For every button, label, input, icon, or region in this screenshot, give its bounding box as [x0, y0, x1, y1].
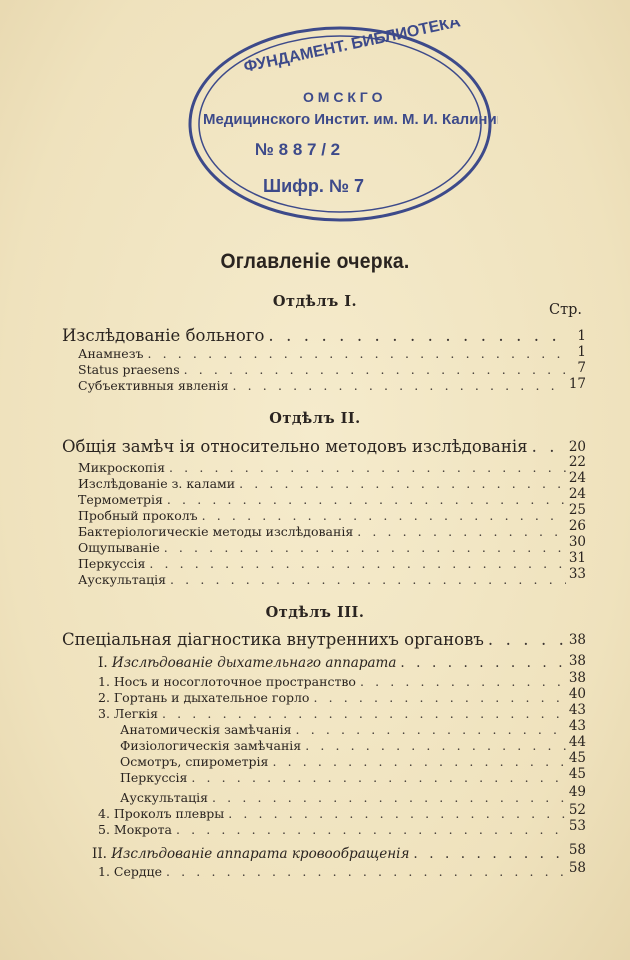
library-stamp [183, 20, 498, 228]
toc-page-number: 43 [568, 702, 586, 718]
toc-entry: Перкуссія . . . [120, 770, 570, 788]
toc-entry: Осмотръ, спирометрія . . . [120, 754, 570, 772]
toc-page-number: 58 [568, 842, 586, 858]
page-title: Оглавленіе очерка. [220, 250, 410, 273]
toc-entry: Общія замѣч ія относительно методовъ изслѣдованія . . . [62, 437, 570, 455]
section-heading-3: Отдѣлъ III. [265, 604, 365, 621]
toc-entry: Физіологическія замѣчанія . . . [120, 738, 570, 756]
toc-page-number: 24 [568, 470, 586, 486]
toc-entry: Спеціальная діагностика внутреннихъ органовъ . . . [62, 630, 570, 648]
toc-page-number: 22 [568, 454, 586, 470]
page-column-label: Стр. [548, 302, 582, 318]
toc-entry: Аускультація . . . [120, 790, 570, 808]
toc-page-number: 1 [577, 328, 586, 344]
toc-entry: Анамнезъ . . . [78, 346, 570, 364]
toc-entry: Изслѣдованіе больного . . . [62, 326, 570, 344]
toc-page-number: 49 [568, 784, 586, 800]
toc-entry: 5. Мокрота . . . [98, 822, 570, 840]
stamp-line-2: О М С К Г О [303, 89, 383, 105]
toc-page-number: 38 [568, 653, 586, 669]
toc-page-number: 45 [568, 750, 586, 766]
toc-entry: Ощупываніе . . . [78, 540, 570, 558]
toc-page-number: 20 [568, 439, 586, 455]
toc-entry: Микроскопія . . . [78, 460, 570, 478]
toc-entry: 2. Гортань и дыхательное горло . . . [98, 690, 570, 708]
toc-page-number: 24 [568, 486, 586, 502]
toc-page-number: 43 [568, 718, 586, 734]
toc-page-number: 1 [577, 344, 586, 360]
toc-entry: 1. Носъ и носоглоточное пространство . . . [98, 674, 570, 692]
toc-entry: Status praesens . . . [78, 362, 570, 380]
toc-entry: Перкуссія . . . [78, 556, 570, 574]
toc-entry: 4. Проколъ плевры . . . [98, 806, 570, 824]
toc-entry: Термометрія . . . [78, 492, 570, 510]
toc-page-number: 33 [568, 566, 586, 582]
toc-page-number: 44 [568, 734, 586, 750]
toc-page-number: 30 [568, 534, 586, 550]
toc-page-number: 26 [568, 518, 586, 534]
toc-page-number: 52 [568, 802, 586, 818]
toc-page-number: 25 [568, 502, 586, 518]
toc-page-number: 7 [577, 360, 586, 376]
toc-entry: Аускультація . . . [78, 572, 570, 590]
toc-page-number: 31 [568, 550, 586, 566]
toc-entry: Бактеріологическіе методы изслѣдованія . . . [78, 524, 570, 542]
toc-entry: Пробный проколъ . . . [78, 508, 570, 526]
toc-entry: Субъективныя явленія . . . [78, 378, 570, 396]
stamp-line-4: № 8 8 7 / 2 [255, 140, 341, 159]
stamp-line-3: Медицинского Инстит. им. М. И. Калинина [203, 111, 498, 128]
stamp-line-5: Шифр. № 7 [263, 176, 364, 196]
section-heading-1: Отдѣлъ I. [272, 293, 358, 310]
toc-entry: I. Изслѣдованіе дыхательнаго аппарата . . . [98, 655, 570, 673]
toc-page-number: 38 [568, 670, 586, 686]
toc-page-number: 38 [568, 632, 586, 648]
stamp-line-1: ФУНДАМЕНТ. БИБЛИОТЕКА [242, 20, 462, 76]
toc-page-number: 45 [568, 766, 586, 782]
toc-page-number: 58 [568, 860, 586, 876]
section-heading-2: Отдѣлъ II. [269, 410, 361, 427]
toc-entry: Изслѣдованіе з. калами . . . [78, 476, 570, 494]
toc-entry: 3. Легкія . . . [98, 706, 570, 724]
toc-page-number: 17 [568, 376, 586, 392]
toc-entry: 1. Сердце . . . [98, 864, 570, 882]
toc-entry: II. Изслѣдованіе аппарата кровообращенія . . . [92, 846, 570, 864]
toc-page-number: 53 [568, 818, 586, 834]
toc-page-number: 40 [568, 686, 586, 702]
toc-entry: Анатомическія замѣчанія . . . [120, 722, 570, 740]
